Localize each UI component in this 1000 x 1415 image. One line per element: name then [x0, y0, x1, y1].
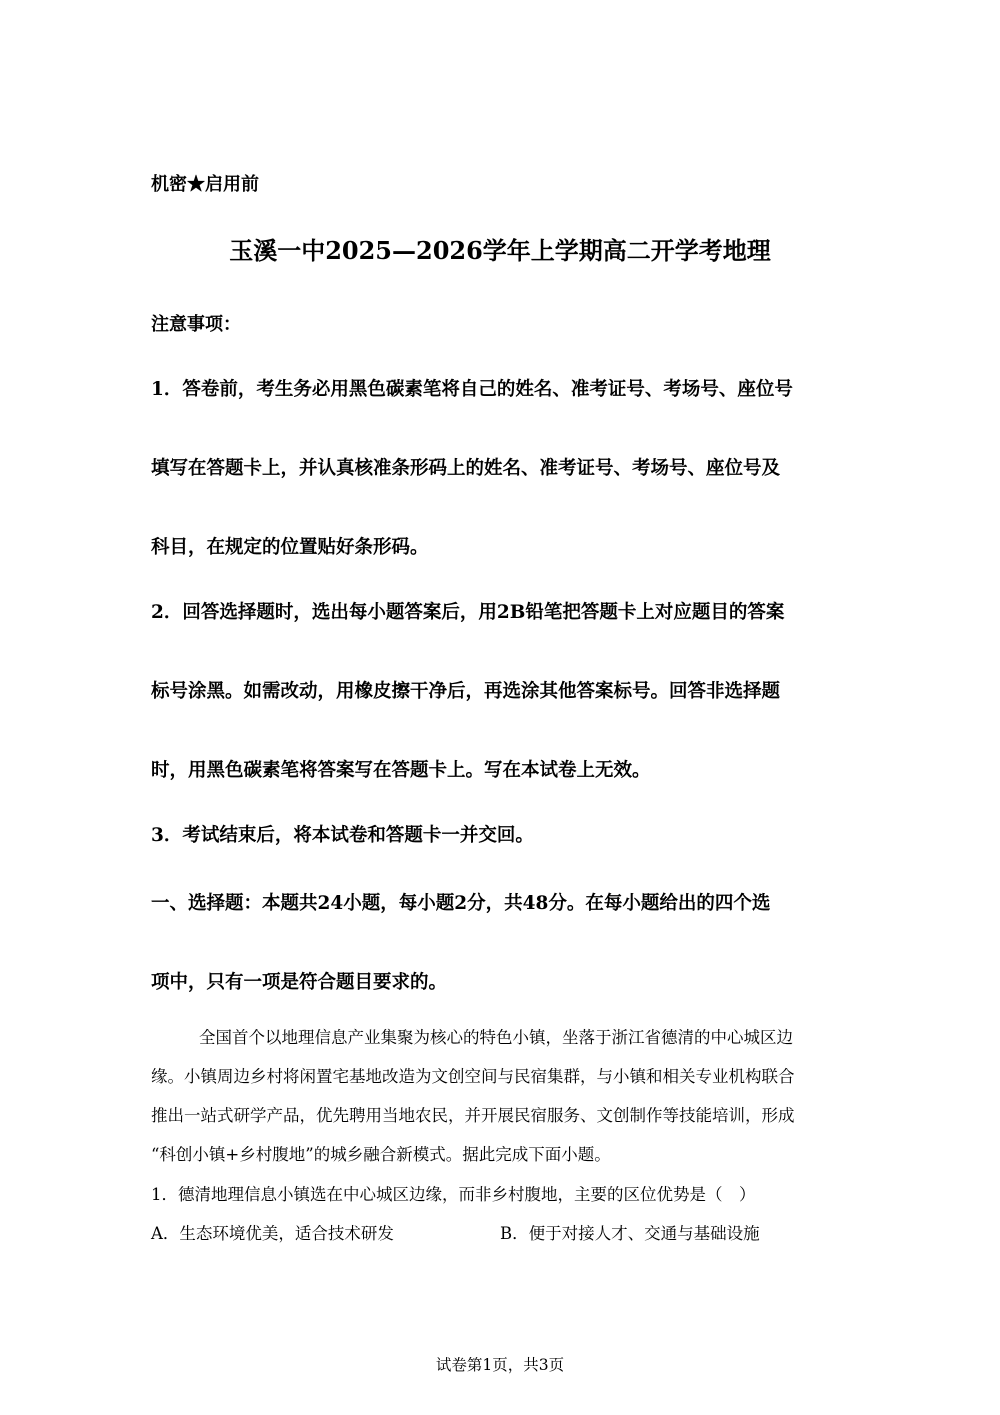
passage-line-4: “科创小镇+乡村腹地”的城乡融合新模式。据此完成下面小题。 — [151, 1145, 611, 1164]
notice-heading: 注意事项： — [151, 314, 241, 335]
passage-line-3: 推出一站式研学产品，优先聘用当地农民，并开展民宿服务、文创制作等技能培训，形成 — [151, 1106, 795, 1125]
notice-item-2-line-3: 时，用黑色碳素笔将答案写在答题卡上。写在本试卷上无效。 — [151, 760, 651, 781]
notice-item-2-line-2: 标号涂黑。如需改动，用橡皮擦干净后，再选涂其他答案标号。回答非选择题 — [151, 681, 781, 702]
section-heading-line-2: 项中，只有一项是符合题目要求的。 — [151, 972, 448, 993]
notice-item-1-line-3: 科目，在规定的位置贴好条形码。 — [151, 537, 429, 558]
section-heading-line-1: 一、选择题：本题共24小题，每小题2分，共48分。在每小题给出的四个选 — [151, 893, 771, 914]
notice-item-2-line-1: 2．回答选择题时，选出每小题答案后，用2B铅笔把答题卡上对应题目的答案 — [151, 602, 785, 623]
notice-item-1-line-1: 1．答卷前，考生务必用黑色碳素笔将自己的姓名、准考证号、考场号、座位号 — [151, 379, 793, 400]
exam-title: 玉溪一中2025—2026学年上学期高二开学考地理 — [229, 236, 771, 265]
question-1-option-a: A．生态环境优美，适合技术研发 — [151, 1224, 394, 1243]
notice-item-3: 3．考试结束后，将本试卷和答题卡一并交回。 — [151, 825, 534, 846]
page-footer: 试卷第1页，共3页 — [435, 1356, 565, 1374]
question-1-option-b: B．便于对接人才、交通与基础设施 — [500, 1224, 760, 1243]
passage-line-1: 全国首个以地理信息产业集聚为核心的特色小镇，坐落于浙江省德清的中心城区边 — [199, 1028, 793, 1047]
notice-item-1-line-2: 填写在答题卡上，并认真核准条形码上的姓名、准考证号、考场号、座位号及 — [151, 458, 781, 479]
question-1-stem: 1．德清地理信息小镇选在中心城区边缘，而非乡村腹地，主要的区位优势是（ ） — [151, 1185, 756, 1204]
confidential-label: 机密★启用前 — [151, 174, 259, 195]
passage-line-2: 缘。小镇周边乡村将闲置宅基地改造为文创空间与民宿集群，与小镇和相关专业机构联合 — [151, 1067, 795, 1086]
